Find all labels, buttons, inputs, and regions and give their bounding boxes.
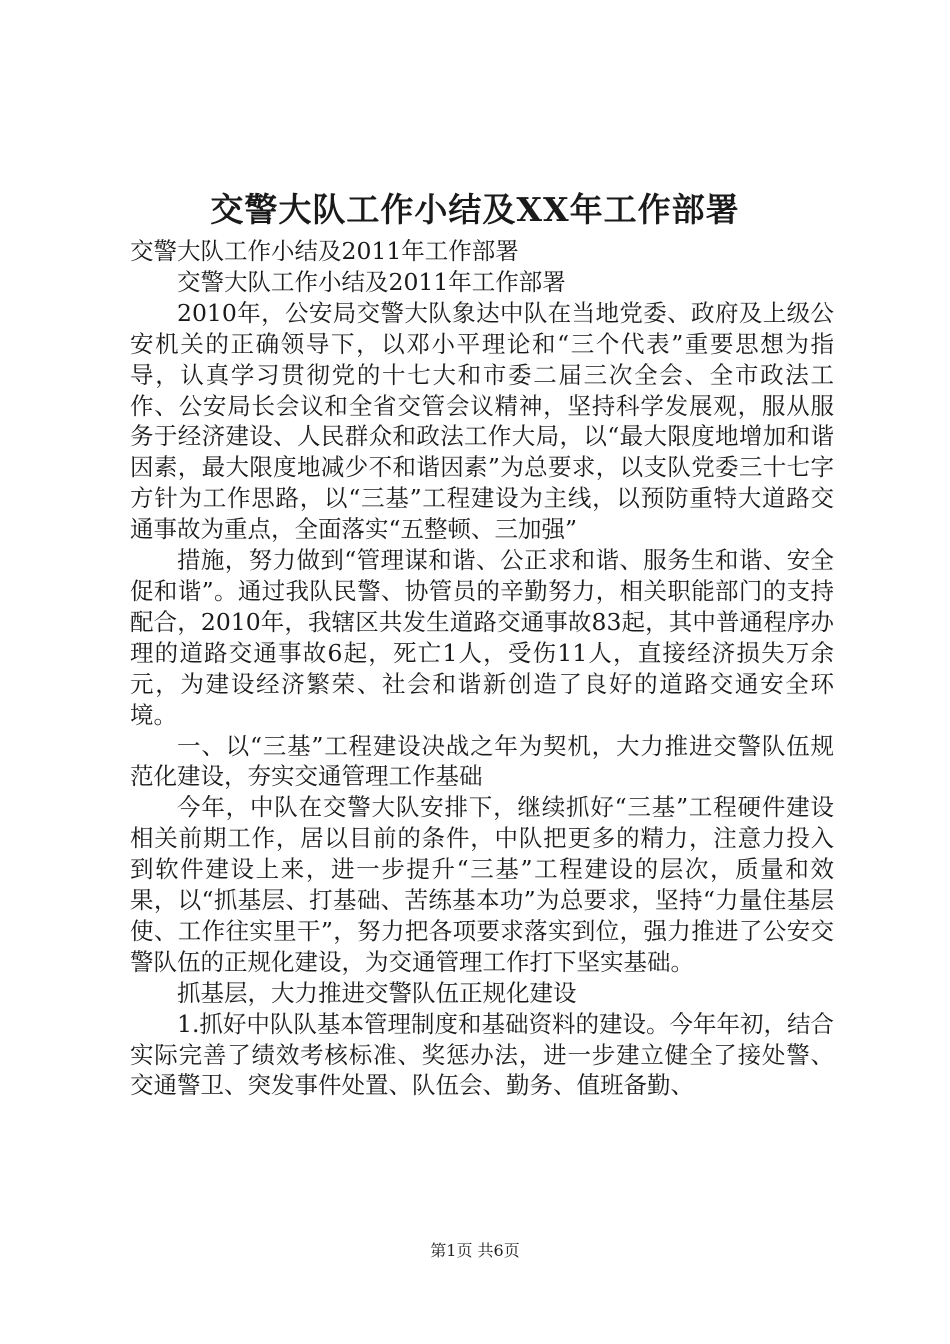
heading-paragraph: 交警大队工作小结及2011年工作部署 bbox=[177, 267, 566, 296]
body-paragraph: 措施，努力做到“管理谋和谐、公正求和谐、服务生和谐、安全促和谐”。通过我队民警、协管员的辛勤努力，相关职能部门的支持配合，2010年，我辖区共发生道路交通事故83起，其中普通程序办理的道路交通事故6起，死亡1人，受伤11人，直接经济损失万余元，为建设经济繁荣、社会和谐新创造了良好的道路交通安全环境。 bbox=[130, 546, 834, 729]
body-paragraph: 1.抓好中队队基本管理制度和基础资料的建设。今年年初，结合实际完善了绩效考核标准、奖惩办法，进一步建立健全了接处警、交通警卫、突发事件处置、队伍会、勤务、值班备勤、 bbox=[130, 1009, 834, 1100]
subtitle-paragraph: 交警大队工作小结及2011年工作部署 bbox=[130, 237, 519, 265]
section-heading: 一、以“三基”工程建设决战之年为契机，大力推进交警队伍规范化建设，夯实交通管理工作基础 bbox=[130, 731, 834, 791]
body-paragraph: 2010年，公安局交警大队象达中队在当地党委、政府及上级公安机关的正确领导下，以邓小平理论和“三个代表”重要思想为指导，认真学习贯彻党的十七大和市委二届三次全会、全市政法工作、公安局长会议和全省交管会议精神，坚持科学发展观，服从服务于经济建设、人民群众和政法工作大局，以“最大限度地增加和谐因素，最大限度地减少不和谐因素”为总要求，以支队党委三十七字方针为工作思路，以“三基”工程建设为主线，以预防重特大道路交通事故为重点，全面落实“五整顿、三加强” bbox=[130, 298, 834, 544]
page-number: 第1页 共6页 bbox=[430, 1241, 520, 1260]
subsection-heading: 抓基层，大力推进交警队伍正规化建设 bbox=[177, 978, 577, 1007]
body-paragraph: 今年，中队在交警大队安排下，继续抓好“三基”工程硬件建设相关前期工作，居以目前的条件，中队把更多的精力，注意力投入到软件建设上来，进一步提升“三基”工程建设的层次，质量和效果，以“抓基层、打基础、苦练基本功”为总要求，坚持“力量住基层使、工作往实里干”，努力把各项要求落实到位，强力推进了公安交警队伍的正规化建设，为交通管理工作打下坚实基础。 bbox=[130, 793, 834, 976]
document-title: 交警大队工作小结及XX年工作部署 bbox=[210, 190, 740, 229]
document-body bbox=[130, 236, 834, 1101]
